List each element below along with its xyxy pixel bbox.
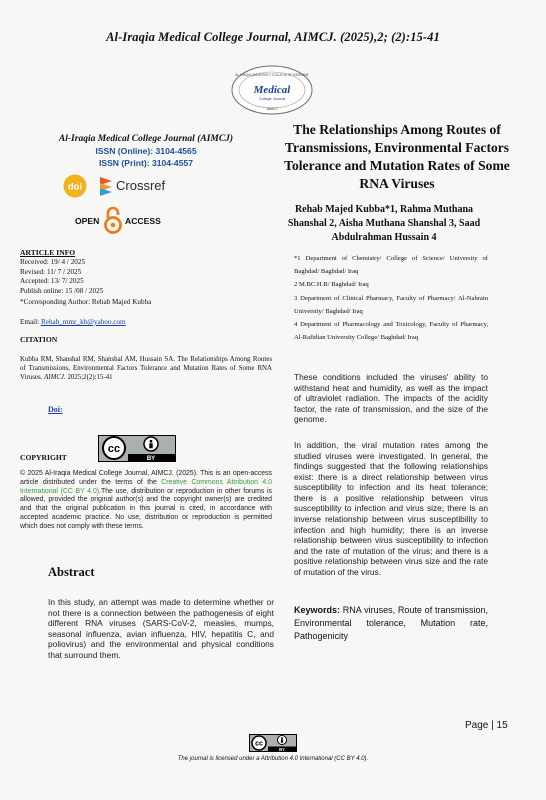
citation-text-a: Kubba RM, Shanshal RM, Shanshal AM, Hussain SA. The Relationships Among Routes of Transmissions, Environmental Factors Tolerance and Mutation Rates of Some RNA Viruses. bbox=[20, 356, 272, 382]
footer-cc-by-icon[interactable] bbox=[249, 734, 297, 752]
copyright-text-b: .The use, distribution or reproduction in other forums is allowed, provided the original author(s) and the copyright owner(s) are credited and that the original publication in this journal is cited, in accordance with accepted academic practice. No use, distribution or reproduction is permitted which does not comply with these terms. bbox=[20, 487, 272, 530]
revised-date: Revised: 11/ 7 / 2025 bbox=[20, 267, 82, 276]
abstract-paragraph-3: In addition, the viral mutation rates among the studied viruses were investigated. In general, the findings suggested that the following relationships exist: there is a direct relationship between virus susceptibility to infection and its heat tolerance; there is a positive relationship between virus susceptibility to infection and virus size; there is an inverse relationship between virus susceptibility to infection and high humidity; there is an inverse relationship between virus susceptibility to infection and the rate of mutation of the virus; and there is a positive relationship between virus size and the rate of mutation of the virus. bbox=[294, 440, 488, 577]
open-access-right: ACCESS bbox=[125, 216, 161, 226]
citation-text-b: 2025;2(2):15-41 bbox=[65, 374, 113, 382]
doi-icon[interactable] bbox=[63, 174, 89, 198]
copyright-text bbox=[20, 470, 272, 532]
badges-row bbox=[63, 174, 223, 198]
article-info-heading: ARTICLE INFO bbox=[20, 248, 76, 257]
received-date: Received: 19/ 4 / 2025 bbox=[20, 258, 86, 267]
license-link[interactable]: Creative Commons Attribution 4.0 International (CC BY 4.0) bbox=[20, 478, 272, 495]
svg-text:doi: doi bbox=[67, 181, 83, 193]
open-lock-icon bbox=[103, 206, 123, 234]
keywords-label: Keywords: bbox=[294, 605, 341, 615]
crossref-icon bbox=[98, 175, 114, 197]
affiliation-1: *1 Department of Chemistry/ College of Science/ University of Baghdad/ Baghdad/ Iraq bbox=[294, 255, 488, 276]
email-link[interactable]: Rehab_mmr_kb@yahoo.com bbox=[40, 318, 126, 326]
page-number: Page | 15 bbox=[465, 720, 508, 731]
open-access-left: OPEN bbox=[75, 216, 100, 226]
svg-text:BY: BY bbox=[279, 746, 285, 752]
running-head: Al-Iraqia Medical College Journal, AIMCJ. (2025),2; (2):15-41 bbox=[106, 30, 440, 44]
issn-online: ISSN (Online): 3104-4565 bbox=[95, 146, 197, 156]
logo-text-main: Medical bbox=[253, 84, 291, 96]
footer-license-note: The journal is licensed under a Attribution 4.0 International (CC BY 4.0). bbox=[177, 756, 369, 762]
cc-badge-text: cc bbox=[107, 443, 121, 455]
citation-text bbox=[20, 355, 272, 382]
journal-logo bbox=[229, 64, 315, 116]
logo-text-sub: College Journal bbox=[258, 97, 286, 101]
citation-heading: CITATION bbox=[20, 335, 58, 344]
published-date: Publish online: 15 /08 / 2025 bbox=[20, 286, 104, 295]
citation-journal: AIMCJ. bbox=[44, 374, 66, 382]
journal-name: Al-Iraqia Medical College Journal (AIMCJ) bbox=[58, 134, 234, 144]
open-access-badge bbox=[63, 206, 223, 236]
article-title: The Relationships Among Routes of Transmissions, Environmental Factors Tolerance and Mutation Rates of Some RNA Viruses bbox=[284, 122, 510, 191]
copyright-heading: COPYRIGHT bbox=[20, 453, 67, 462]
abstract-paragraph-1: In this study, an attempt was made to determine whether or not there is a connection between the pathogenesis of eight different RNA viruses (SARS-CoV-2, measles, mumps, seasonal influenza, avian influenza, HIV, hepatitis C, and poliovirus) and the environmental and physical conditions that surround them. bbox=[48, 597, 274, 660]
authors: Rehab Majed Kubba*1, Rahma Muthana Shanshal 2, Aisha Muthana Shanshal 3, Saad Abdulrahman Hussain 4 bbox=[287, 204, 481, 243]
email-line bbox=[20, 318, 272, 328]
copyright-text-a: © 2025 Al-Iraqia Medical College Journal, AIMCJ. (2025). This is an open-access article distributed under the terms of the bbox=[20, 470, 272, 486]
affiliation-4: 4 Department of Pharmacology and Toxicology, Faculty of Pharmacy, Al-Rafidian University College/ Baghdad/ Iraq bbox=[294, 320, 488, 342]
by-badge-text: BY bbox=[146, 456, 156, 462]
corresponding-author: *Corresponding Author: Rehab Majed Kubba bbox=[20, 298, 152, 306]
affiliations bbox=[294, 252, 488, 344]
cc-by-icon[interactable] bbox=[98, 435, 176, 462]
accepted-date: Accepted: 13/ 7/ 2025 bbox=[20, 277, 84, 286]
abstract-heading: Abstract bbox=[48, 565, 95, 579]
crossref-label: Crossref bbox=[116, 178, 166, 193]
email-label: Email: bbox=[20, 318, 41, 326]
affiliation-3: 3 Department of Clinical Pharmacy, Faculty of Pharmacy/ Al-Nahrain University/ Baghdad/ Iraq bbox=[294, 294, 488, 315]
affiliation-2: 2 M.BC.H.B/ Baghdad/ Iraq bbox=[294, 281, 369, 289]
issn-print: ISSN (Print): 3104-4557 bbox=[98, 158, 194, 168]
abstract-paragraph-2: These conditions included the viruses' ability to withstand heat and humidity, as well as the impact of ultraviolet radiation. The impacts of the acidity factor, the rate of transmission, and the size of the genome. bbox=[294, 372, 488, 425]
svg-text:cc: cc bbox=[255, 740, 263, 748]
logo-text-top: AL-IRAQIA UNIVERSITY COLLEGE OF MEDICINE bbox=[235, 73, 309, 77]
keywords-text: RNA viruses, Route of transmission, Environmental tolerance, Mutation rate, Pathogenicity bbox=[294, 605, 488, 642]
article-info-block bbox=[20, 248, 272, 296]
logo-text-bottom: AIMCJ bbox=[266, 107, 278, 111]
doi-link[interactable]: Doi: bbox=[48, 405, 63, 414]
keywords bbox=[294, 604, 488, 643]
